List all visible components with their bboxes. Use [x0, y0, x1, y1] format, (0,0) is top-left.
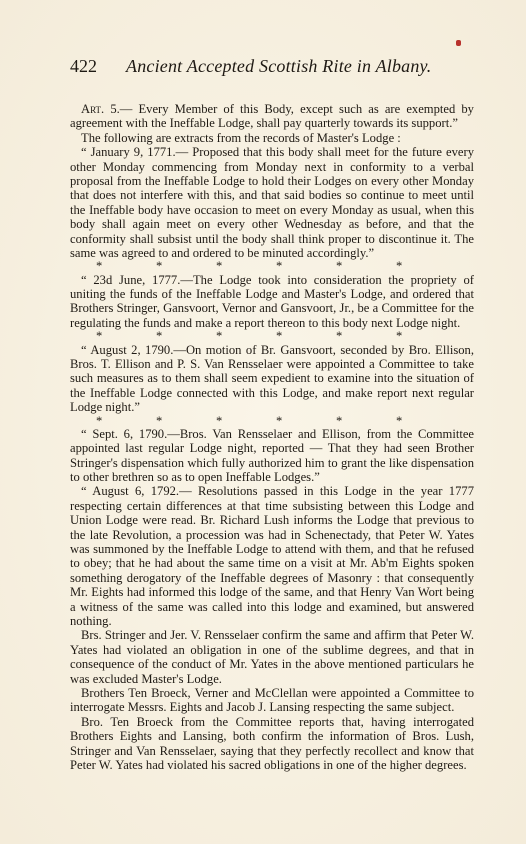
- asterisk: *: [396, 329, 403, 344]
- page-header: [70, 55, 480, 79]
- asterisk: *: [276, 329, 283, 344]
- ink-mark: [456, 40, 461, 46]
- asterisk: *: [396, 413, 403, 428]
- running-title: Ancient Accepted Scottish Rite in Albany.: [126, 56, 432, 76]
- asterisk: *: [96, 259, 103, 274]
- asterisk: *: [216, 413, 223, 428]
- paragraph-article-5: [70, 102, 474, 131]
- article-text: — Every Member of this Body, except such as are exempted by agreement with the Ineffable Lodge, shall pay quarterly towards its support.”: [70, 102, 474, 131]
- asterisk: *: [216, 329, 223, 344]
- asterisk: *: [96, 413, 103, 428]
- paragraph-jan-1771: “ January 9, 1771.— Proposed that this body shall meet for the future every other Monday commencing from Monday next in conformity to a verbal proposal from the Ineffable Lodge to hold their Lodges on every other Monday that does not interfere with this, and that said bodies so continue to meet until the Ineffable body have occasion to meet on every Monday as usual, when this body shall again meet on every other Wednesday as before, and that the conformity shall subsist until the body shall think proper to discontinue it. The same was agreed to and ordered to be minuted accordingly.”: [70, 145, 474, 261]
- paragraph-committee: Brothers Ten Broeck, Verner and McClellan were appointed a Committee to interrogate Messrs. Eights and Jacob J. Lansing respecting the same subject.: [70, 686, 474, 715]
- paragraph-aug-1790: “ August 2, 1790.—On motion of Br. Gansvoort, seconded by Bro. Ellison, Bros. T. Ellison and P. S. Van Rensselaer were appointed a Committee to take such measures as to them shall seem expedient to examine into the situation of the Ineffable Lodge connected with this Lodge, and make report next regular Lodge night.”: [70, 342, 474, 415]
- paragraph-june-1777: “ 23d June, 1777.—The Lodge took into consideration the propriety of uniting the funds of the Ineffable Lodge and Master's Lodge, and ordered that Brothers Stringer, Gansvoort, Vernor and Gansvoort, Jr., be a Committee for the regulating the funds and make a report thereon to this body next Lodge night.: [70, 272, 474, 330]
- asterisk-separator: [70, 330, 474, 342]
- asterisk: *: [336, 259, 343, 274]
- asterisk-separator: [70, 415, 474, 427]
- asterisk: *: [96, 329, 103, 344]
- article-label: Art. 5.: [81, 102, 120, 116]
- paragraph-intro: The following are extracts from the records of Master's Lodge :: [81, 130, 401, 145]
- asterisk: *: [156, 413, 163, 428]
- asterisk: *: [156, 259, 163, 274]
- asterisk: *: [216, 259, 223, 274]
- asterisk-separator: [70, 260, 474, 272]
- paragraph-stringer: Brs. Stringer and Jer. V. Rensselaer confirm the same and affirm that Peter W. Yates had violated an obligation in one of the sublime degrees, and that in consequence of the conduct of Mr. Yates in the above mentioned particulars he was excluded Master's Lodge.: [70, 628, 474, 686]
- page-body: [70, 102, 474, 772]
- asterisk: *: [276, 413, 283, 428]
- paragraph-report: Bro. Ten Broeck from the Committee reports that, having interrogated Brothers Eights and Lansing, both confirm the information of Bros. Lush, Stringer and Van Rensselaer, saying that they perfectly recollect and know that Peter W. Yates had violated his sacred obligations in one of the higher degrees.: [70, 714, 474, 773]
- asterisk: *: [276, 259, 283, 274]
- paragraph-aug-1792: “ August 6, 1792.— Resolutions passed in this Lodge in the year 1777 respecting certain differences at that time subsisting between this Lodge and Union Lodge were read. Br. Richard Lush informs the Lodge that previous to the late Revolution, a procession was had in Schenectady, that Peter W. Yates was summoned by the Ineffable Lodge to attend with them, and that he refused to obey; that he had about the same time on a visit at Mr. Ab'm Eights spoken something derogatory of the Ineffable degrees of Masonry : that consequently Mr. Eights had informed this lodge of the same, and that Henry Van Wort being a witness of the same was called into this lodge and examined, but answered nothing.: [70, 484, 474, 629]
- paragraph-sept-1790: “ Sept. 6, 1790.—Bros. Van Rensselaer and Ellison, from the Committee appointed last regular Lodge night, reported — That they had seen Brother Stringer's dispensation which fully authorized him to grant the like dispensation to other brethren so as to open Ineffable Lodges.”: [70, 426, 474, 484]
- asterisk: *: [336, 413, 343, 428]
- page-number: 422: [70, 56, 97, 76]
- asterisk: *: [396, 259, 403, 274]
- asterisk: *: [156, 329, 163, 344]
- asterisk: *: [336, 329, 343, 344]
